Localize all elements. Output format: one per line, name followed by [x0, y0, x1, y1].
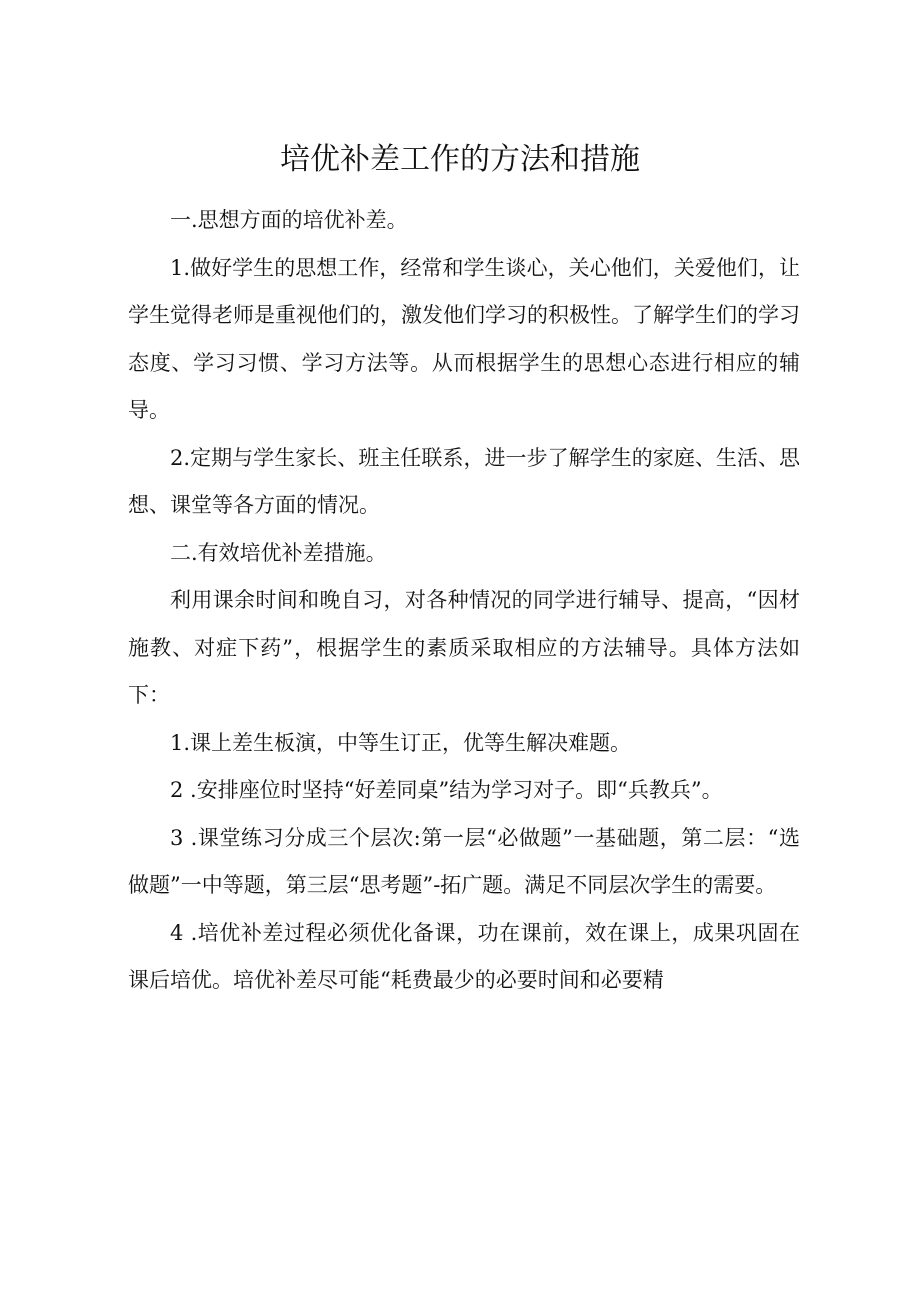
method-item-3: 3 .课堂练习分成三个层次:第一层“必做题”一基础题，第二层：“选做题”一中等题，第三层“思考题”-拓广题。满足不同层次学生的需要。	[128, 825, 800, 897]
paragraph-item-1: 1.做好学生的思想工作，经常和学生谈心，关心他们，关爱他们，让学生觉得老师是重视他们的，激发他们学习的积极性。了解学生们的学习态度、学习习惯、学习方法等。从而根据学生的思想心态进行相应的辅导。	[128, 255, 800, 422]
method-item-2: 2 .安排座位时坚持“好差同桌”结为学习对子。即“兵教兵”。	[170, 778, 723, 802]
method-item-4: 4 .培优补差过程必须优化备课，功在课前，效在课上，成果巩固在课后培优。培优补差尽可能“耗费最少的必要时间和必要精	[128, 920, 800, 992]
document-body	[128, 197, 800, 1005]
paragraph-item-2: 2.定期与学生家长、班主任联系，进一步了解学生的家庭、生活、思想、课堂等各方面的情况。	[128, 445, 800, 517]
method-item-1: 1.课上差生板演，中等生订正，优等生解决难题。	[170, 730, 632, 755]
section-heading-2: 二.有效培优补差措施。	[170, 540, 387, 565]
paragraph-intro: 利用课余时间和晚自习，对各种情况的同学进行辅导、提高，“因材施教、对症下药”，根据学生的素质采取相应的方法辅导。具体方法如下：	[128, 588, 800, 707]
section-heading-1: 一.思想方面的培优补差。	[170, 208, 408, 232]
document-title: 培优补差工作的方法和措施	[280, 142, 640, 177]
